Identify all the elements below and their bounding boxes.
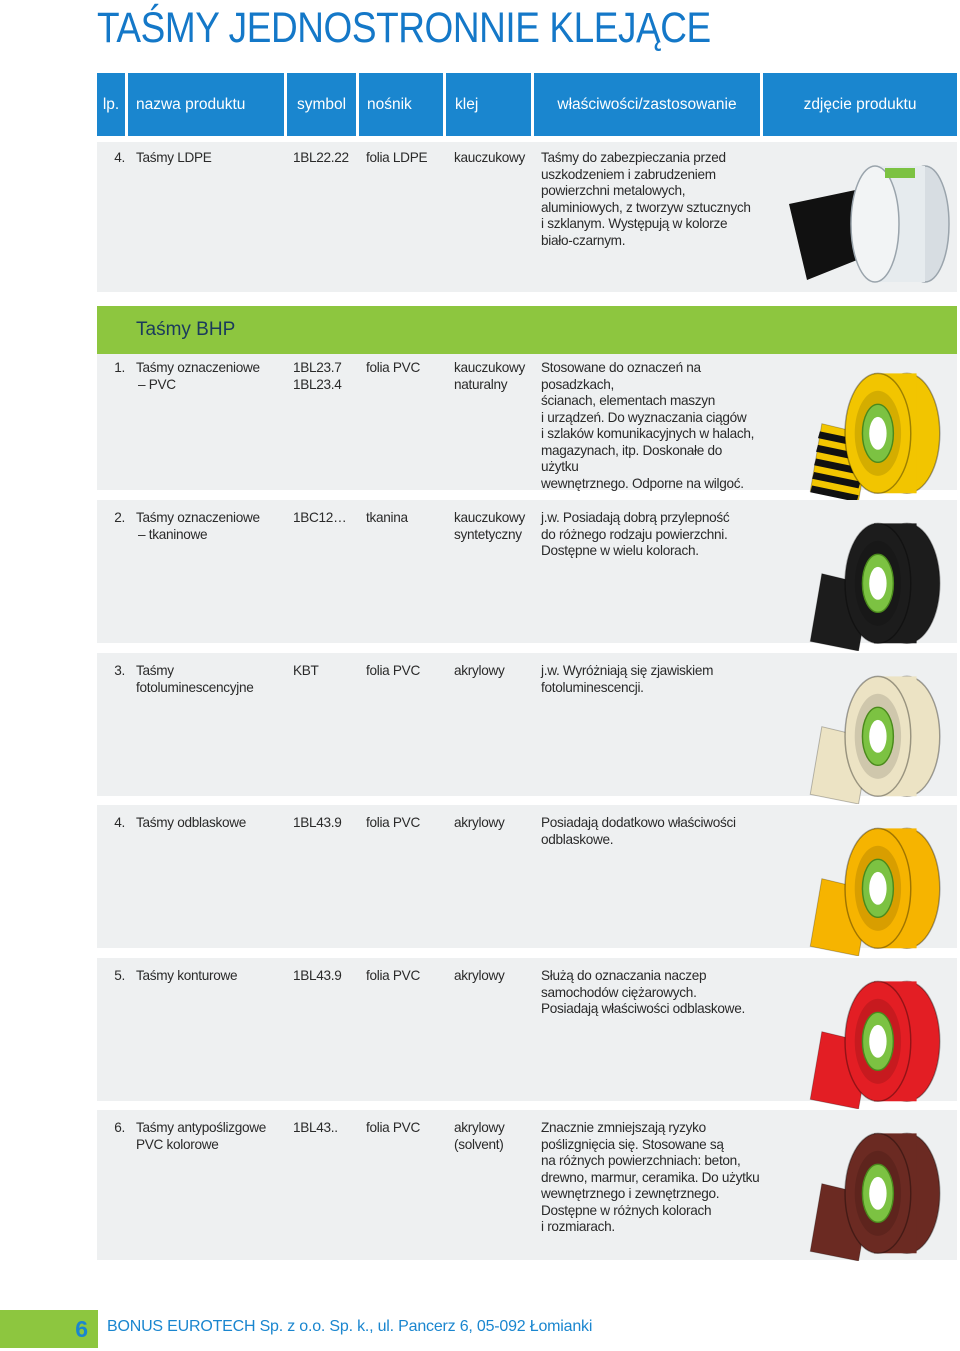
product-symbol-line: 1BL22.22	[293, 150, 349, 165]
product-props-line: Taśmy do zabezpieczania przed	[541, 150, 726, 165]
roll-hole	[869, 1025, 886, 1058]
product-symbol-line: 1BL23.7	[293, 360, 342, 375]
product-glue-line: akrylowy	[454, 968, 505, 983]
product-props-line: samochodów ciężarowych.	[541, 984, 697, 1000]
product-props-line: odblaskowe.	[541, 831, 614, 847]
row-number	[99, 815, 125, 832]
product-props-line: i rozmiarach.	[541, 1219, 615, 1234]
roll-face	[851, 166, 899, 282]
product-carrier	[366, 510, 448, 527]
row-number	[99, 1120, 125, 1137]
header-props: właściwości/zastosowanie	[534, 73, 760, 136]
product-glue	[454, 663, 540, 680]
product-symbol	[293, 150, 359, 167]
product-name	[136, 1120, 286, 1153]
product-glue	[454, 510, 540, 543]
header-lp: lp.	[97, 73, 125, 136]
roll-hole	[869, 417, 886, 450]
product-symbol-line: 1BL23.4	[293, 376, 342, 392]
product-props-line: magazynach, itp. Doskonałe do użytku	[541, 442, 722, 474]
product-name-line: PVC kolorowe	[136, 1136, 219, 1152]
product-glue-line: (solvent)	[454, 1136, 504, 1152]
product-name-line: Taśmy antypoślizgowe	[136, 1120, 266, 1135]
product-glue-line: akrylowy	[454, 815, 505, 830]
product-props-line: Dostępne w wielu kolorach.	[541, 543, 699, 558]
row-number	[99, 510, 125, 527]
product-glue-line: kauczukowy	[454, 150, 526, 165]
product-props-line: do różnego rodzaju powierzchni.	[541, 526, 728, 542]
product-props-line: poślizgnięcia się. Stosowane są	[541, 1136, 724, 1152]
product-props-line: drewno, marmur, ceramika. Do użytku	[541, 1169, 760, 1185]
product-props-line: ścianach, elementach maszyn	[541, 393, 715, 408]
product-carrier	[366, 150, 448, 167]
product-props-line: i urządzeń. Do wyznaczania ciągów	[541, 409, 747, 425]
product-symbol	[293, 360, 359, 393]
product-glue-line: kauczukowy	[454, 360, 526, 375]
product-name	[136, 360, 286, 393]
header-name: nazwa produktu	[128, 73, 284, 136]
product-name-line: Taśmy konturowe	[136, 968, 238, 983]
black-white-tape-photo	[785, 152, 955, 292]
product-carrier	[366, 360, 448, 377]
product-name-line: Taśmy LDPE	[136, 150, 212, 165]
product-symbol-line: 1BL43..	[293, 1120, 338, 1135]
roll-hole	[869, 1177, 886, 1210]
product-props-line: i szlaków komunikacyjnych w halach,	[541, 426, 755, 441]
header-photo: zdjęcie produktu	[763, 73, 957, 136]
product-props-line: powierzchni metalowych,	[541, 183, 686, 198]
product-glue	[454, 968, 540, 985]
product-carrier-line: folia PVC	[366, 1120, 420, 1135]
product-props-line: Posiadają dodatkowo właściwości	[541, 815, 736, 830]
product-props	[541, 150, 761, 249]
product-carrier	[366, 663, 448, 680]
product-props	[541, 1120, 761, 1236]
header-glue: klej	[446, 73, 531, 136]
product-symbol	[293, 968, 359, 985]
product-name-line: Taśmy oznaczeniowe	[136, 360, 260, 375]
row-number-line: 6.	[114, 1120, 125, 1135]
product-carrier	[366, 968, 448, 985]
product-props-line: j.w. Posiadają dobrą przylepność	[541, 510, 730, 525]
product-name-line: Taśmy oznaczeniowe	[136, 510, 260, 525]
product-carrier	[366, 815, 448, 832]
product-symbol	[293, 1120, 359, 1137]
product-props-line: uszkodzeniem i zabrudzeniem	[541, 166, 716, 182]
product-name	[136, 968, 286, 985]
product-props-line: biało-czarnym.	[541, 232, 626, 248]
row-number-line: 2.	[114, 510, 125, 525]
row-number-line: 1.	[114, 360, 125, 375]
product-name-line: – tkaninowe	[138, 526, 208, 542]
product-name-line: fotoluminescencyjne	[136, 679, 254, 695]
product-props-line: Posiadają właściwości odblaskowe.	[541, 1001, 745, 1016]
product-glue	[454, 360, 540, 393]
section-label: Taśmy BHP	[136, 319, 236, 340]
black-cloth-tape-photo	[800, 506, 950, 651]
product-glue	[454, 150, 540, 167]
product-carrier-line: folia LDPE	[366, 150, 428, 165]
product-props	[541, 510, 761, 560]
row-number-line: 4.	[114, 150, 125, 165]
product-carrier	[366, 1120, 448, 1137]
roll-hole	[869, 567, 886, 600]
red-contour-tape-photo	[800, 964, 950, 1109]
product-props-line: wewnętrznego i zewnętrznego.	[541, 1186, 720, 1201]
product-glue	[454, 1120, 540, 1153]
product-symbol-line: 1BC12…	[293, 510, 347, 525]
product-symbol	[293, 815, 359, 832]
product-props	[541, 360, 761, 492]
product-name-line: – PVC	[138, 376, 176, 392]
product-props-line: wewnętrznego. Odporne na wilgoć.	[541, 475, 744, 491]
roll-hole	[869, 872, 886, 905]
product-carrier-line: folia PVC	[366, 815, 420, 830]
product-props	[541, 663, 761, 696]
product-props-line: j.w. Wyróżniają się zjawiskiem	[541, 663, 714, 678]
product-carrier-line: folia PVC	[366, 663, 420, 678]
product-carrier-line: folia PVC	[366, 360, 420, 375]
product-props-line: aluminiowych, z tworzyw sztucznych	[541, 199, 751, 215]
footer-address: BONUS EUROTECH Sp. z o.o. Sp. k., ul. Pancerz 6, 05-092 Łomianki	[107, 1318, 593, 1335]
product-props-line: fotoluminescencji.	[541, 679, 644, 695]
yellow-black-tape-photo	[800, 356, 950, 501]
product-symbol-line: KBT	[293, 663, 319, 678]
product-glue-line: naturalny	[454, 376, 508, 392]
product-glue-line: kauczukowy	[454, 510, 526, 525]
product-name	[136, 663, 286, 696]
row-number	[99, 663, 125, 680]
product-symbol-line: 1BL43.9	[293, 815, 342, 830]
product-props	[541, 815, 761, 848]
section-bar	[97, 306, 957, 354]
row-number-line: 4.	[114, 815, 125, 830]
product-props-line: Stosowane do oznaczeń na posadzkach,	[541, 360, 701, 392]
product-name	[136, 150, 286, 167]
product-props-line: Znacznie zmniejszają ryzyko	[541, 1120, 706, 1135]
glow-tape-photo	[800, 659, 950, 804]
product-props-line: Dostępne w różnych kolorach	[541, 1202, 712, 1218]
product-glue	[454, 815, 540, 832]
product-carrier-line: tkanina	[366, 510, 408, 525]
product-name	[136, 510, 286, 543]
product-glue-line: akrylowy	[454, 663, 505, 678]
product-name-line: Taśmy	[136, 663, 174, 678]
row-number	[99, 360, 125, 377]
product-symbol	[293, 663, 359, 680]
product-symbol-line: 1BL43.9	[293, 968, 342, 983]
row-number-line: 3.	[114, 663, 125, 678]
product-name	[136, 815, 286, 832]
header-symbol: symbol	[287, 73, 356, 136]
product-name-line: Taśmy odblaskowe	[136, 815, 247, 830]
roll-label	[885, 168, 915, 178]
header-carrier: nośnik	[359, 73, 443, 136]
product-props-line: na różnych powierzchniach: beton,	[541, 1153, 741, 1168]
brown-antislip-tape-photo	[800, 1116, 950, 1261]
roll-hole	[869, 720, 886, 753]
row-number-line: 5.	[114, 968, 125, 983]
page-number: 6	[0, 1310, 98, 1348]
product-props	[541, 968, 761, 1018]
product-props-line: Służą do oznaczania naczep	[541, 968, 707, 983]
reflective-yellow-tape-photo	[800, 811, 950, 956]
row-number	[99, 968, 125, 985]
product-glue-line: syntetyczny	[454, 526, 522, 542]
product-symbol	[293, 510, 359, 527]
page-title: TAŚMY JEDNOSTRONNIE KLEJĄCE	[97, 4, 711, 52]
row-number	[99, 150, 125, 167]
product-props-line: i szklanym. Występują w kolorze	[541, 216, 728, 231]
product-glue-line: akrylowy	[454, 1120, 505, 1135]
product-carrier-line: folia PVC	[366, 968, 420, 983]
